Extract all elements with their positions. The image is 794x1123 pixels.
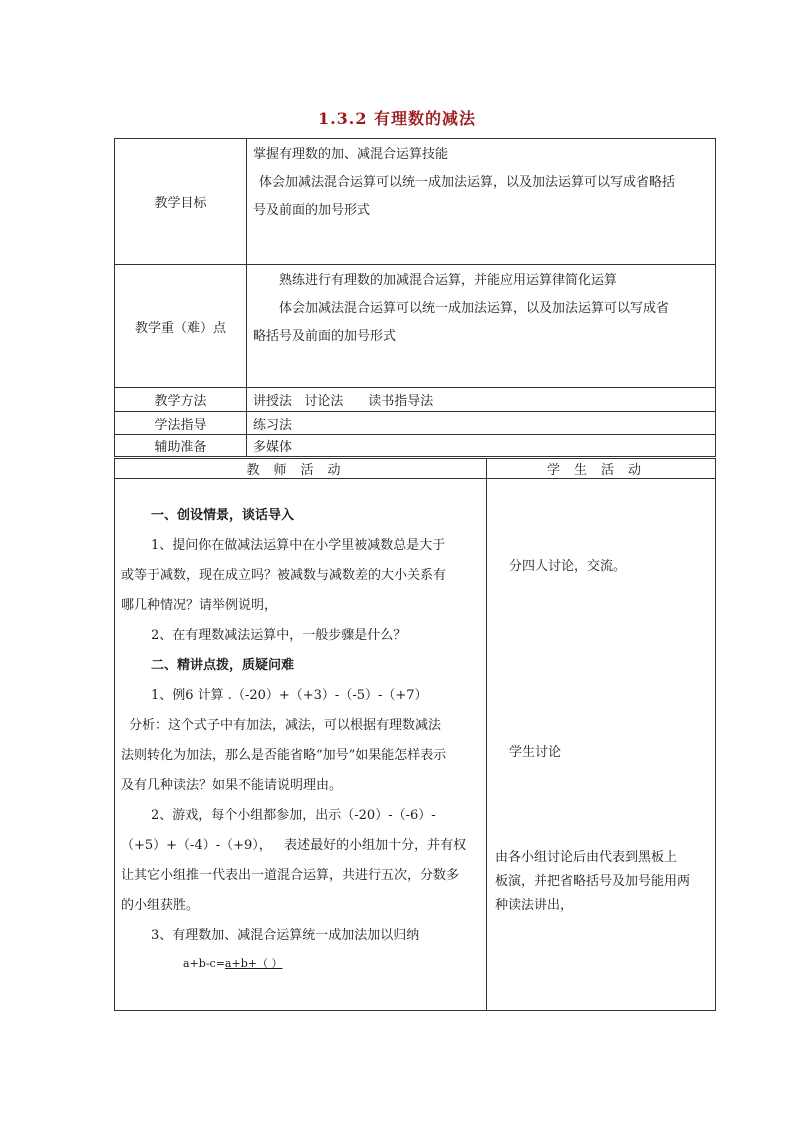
formula-right: a+b+（ ） bbox=[224, 957, 283, 970]
value-teaching-method: 讲授法 讨论法 读书指导法 bbox=[247, 388, 716, 412]
student-note-3-line-3: 种读法讲出， bbox=[495, 898, 574, 913]
row-teaching-goal bbox=[115, 139, 716, 265]
question-2: 2、在有理数减法运算中，一般步骤是什么？ bbox=[151, 628, 407, 643]
game-line-4: 的小组获胜。 bbox=[121, 898, 200, 913]
game-line-3: 让其它小组推一代表出一道混合运算，共进行五次，分数多 bbox=[121, 868, 460, 883]
question-1-line-1: 1、提问你在做减法运算中在小学里被减数总是大于 bbox=[151, 538, 446, 553]
student-note-1: 分四人讨论，交流。 bbox=[509, 559, 627, 574]
student-note-3-line-2: 板演，并把省略括号及加号能用两 bbox=[495, 874, 691, 889]
label-teaching-goal: 教学目标 bbox=[115, 139, 247, 265]
row-aids bbox=[115, 435, 716, 457]
row-key-points bbox=[115, 265, 716, 388]
row-study-guide bbox=[115, 412, 716, 435]
teacher-activity-cell bbox=[115, 479, 487, 1011]
activity-body-row bbox=[115, 479, 716, 1011]
page-title: 1.3.2 有理数的减法 bbox=[317, 109, 477, 128]
analysis-line-2: 法则转化为加法，那么是否能省略“加号”如果能怎样表示 bbox=[121, 748, 447, 763]
label-key-points: 教学重（难）点 bbox=[115, 265, 247, 388]
goal-line-3: 号及前面的加号形式 bbox=[253, 203, 371, 218]
section-heading-1: 一、创设情景，谈话导入 bbox=[151, 508, 295, 523]
value-teaching-goal bbox=[247, 139, 716, 265]
student-activity-header: 学生活动 bbox=[487, 459, 716, 479]
goal-line-2: 体会加减法混合运算可以统一成加法运算，以及加法运算可以写成省略括 bbox=[259, 175, 676, 190]
formula bbox=[121, 951, 480, 977]
value-aids: 多媒体 bbox=[247, 435, 716, 457]
section-heading-2: 二、精讲点拨，质疑问难 bbox=[151, 658, 295, 673]
key-line-3: 略括号及前面的加号形式 bbox=[253, 329, 397, 344]
row-teaching-method bbox=[115, 388, 716, 412]
key-line-2: 体会加减法混合运算可以统一成加法运算，以及加法运算可以写成省 bbox=[279, 301, 670, 316]
activity-table bbox=[114, 458, 716, 1011]
student-note-2: 学生讨论 bbox=[509, 745, 562, 760]
goal-line-1: 掌握有理数的加、减混合运算技能 bbox=[253, 147, 449, 162]
key-line-1: 熟练进行有理数的加减混合运算，并能应用运算律简化运算 bbox=[279, 273, 618, 288]
game-line-2: （+5）+（-4）-（+9）， 表述最好的小组加十分，并有权 bbox=[121, 838, 467, 853]
summary-line: 3、有理数加、减混合运算统一成加法加以归纳 bbox=[151, 928, 420, 943]
activity-header-row bbox=[115, 459, 716, 479]
value-key-points bbox=[247, 265, 716, 388]
label-study-guide: 学法指导 bbox=[115, 412, 247, 435]
label-aids: 辅助准备 bbox=[115, 435, 247, 457]
example-6: 1、例6 计算 .（-20）+（+3）-（-5）-（+7） bbox=[151, 688, 428, 703]
formula-left: a+b-c= bbox=[183, 957, 225, 970]
teacher-activity-header: 教师活动 bbox=[115, 459, 487, 479]
label-teaching-method: 教学方法 bbox=[115, 388, 247, 412]
analysis-line-3: 及有几种读法？如果不能请说明理由。 bbox=[121, 778, 343, 793]
game-line-1: 2、游戏，每个小组都参加，出示（-20）-（-6）- bbox=[151, 808, 436, 823]
analysis-line-1: 分析：这个式子中有加法，减法，可以根据有理数减法 bbox=[129, 718, 442, 733]
student-note-3-line-1: 由各小组讨论后由代表到黑板上 bbox=[495, 850, 678, 865]
student-activity-cell bbox=[487, 479, 716, 1011]
info-table bbox=[114, 138, 716, 457]
value-study-guide: 练习法 bbox=[247, 412, 716, 435]
question-1-line-3: 哪几种情况？请举例说明， bbox=[121, 598, 278, 613]
question-1-line-2: 或等于减数，现在成立吗？被减数与减数差的大小关系有 bbox=[121, 568, 447, 583]
